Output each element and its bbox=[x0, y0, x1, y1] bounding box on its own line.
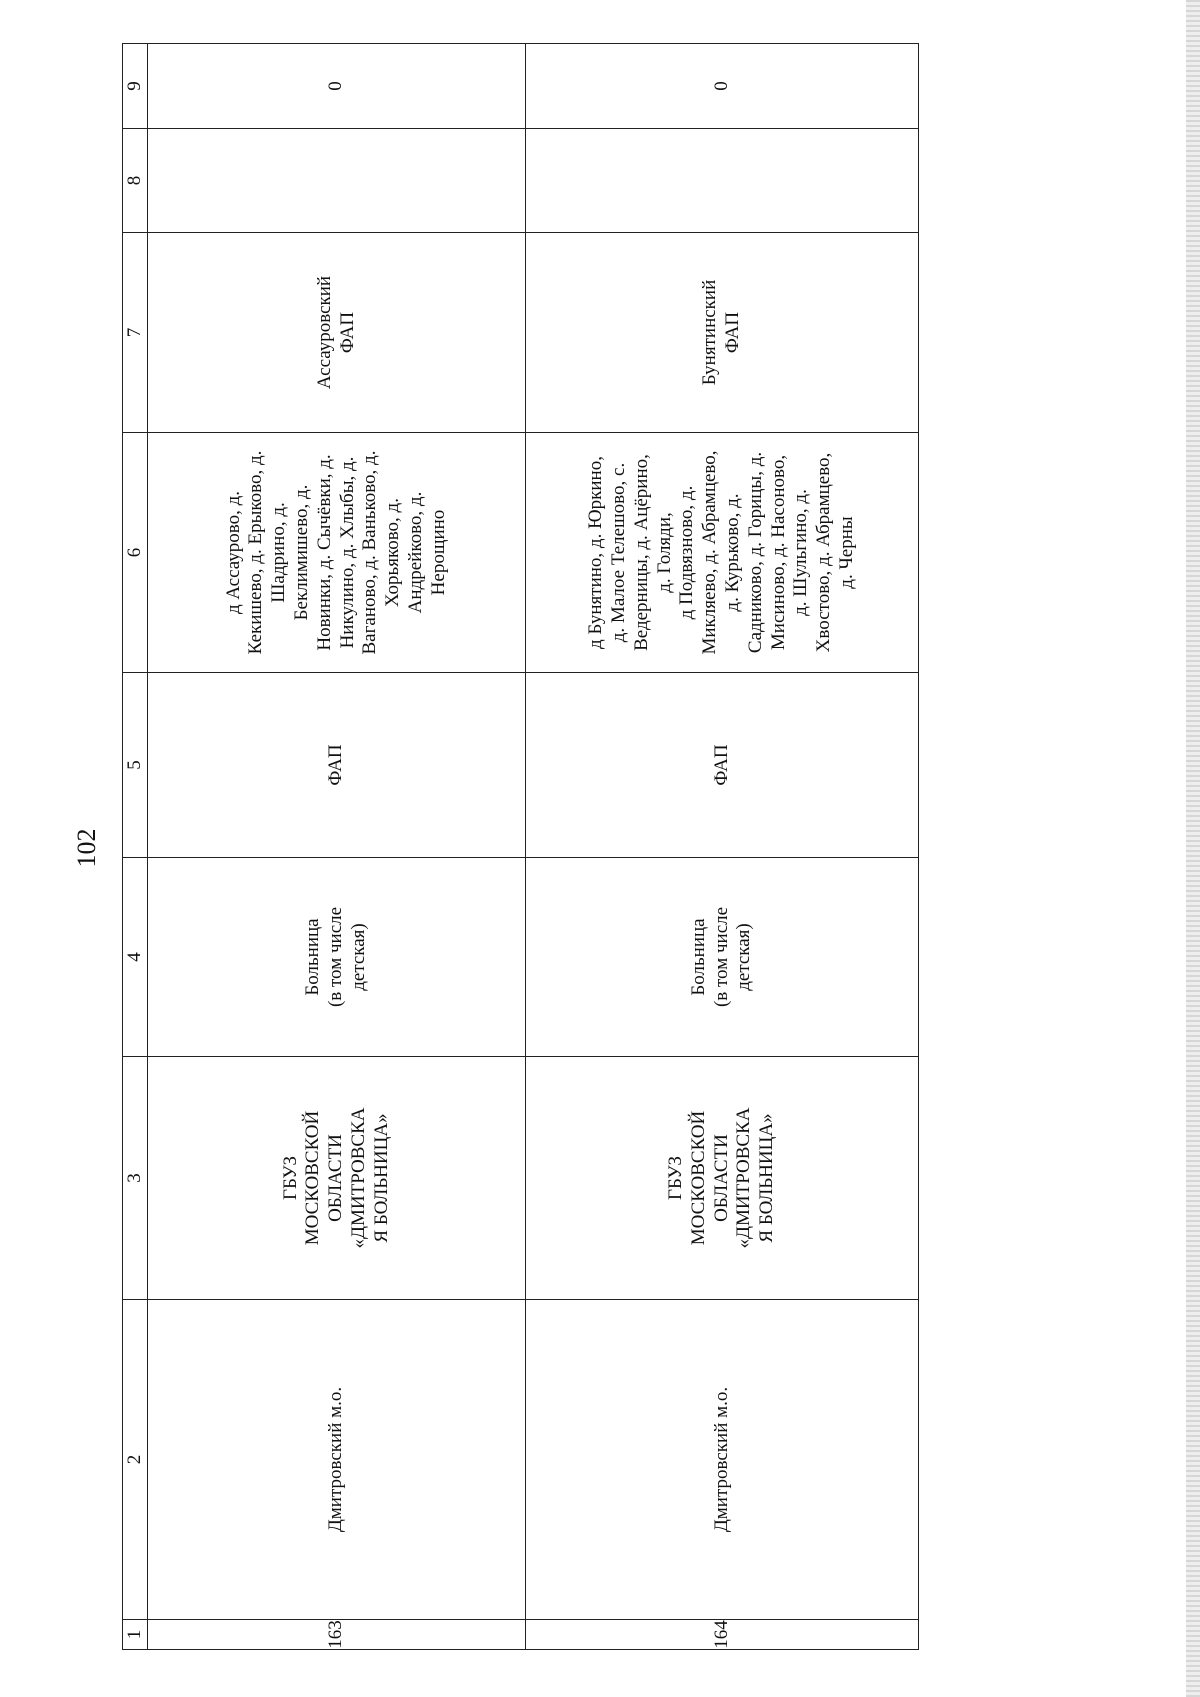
addresses-cell bbox=[526, 433, 919, 673]
address-line: Микляево, д. Абрамцево, bbox=[699, 450, 721, 655]
subtype-cell: ФАП bbox=[526, 673, 919, 858]
address-line: Никулино, д. Хлыбы, д. bbox=[336, 456, 358, 649]
address-line: Нерощино bbox=[427, 509, 449, 596]
header-cell-3: 3 bbox=[123, 1057, 148, 1300]
org-line: «ДМИТРОВСКА bbox=[347, 1107, 369, 1249]
org-line: ОБЛАСТИ bbox=[325, 1134, 347, 1222]
address-line: д Бунятино, д. Юркино, bbox=[585, 456, 607, 649]
facility-type-cell bbox=[148, 858, 526, 1057]
header-cell-2: 2 bbox=[123, 1300, 148, 1620]
facility-line: Ассауровский bbox=[313, 275, 335, 390]
facilities-table bbox=[122, 43, 919, 1650]
facility-name-cell bbox=[526, 233, 919, 433]
organization-cell bbox=[148, 1057, 526, 1300]
table-row bbox=[148, 44, 526, 1650]
address-line: д Ассаурово, д. bbox=[222, 491, 244, 614]
col8-cell bbox=[526, 129, 919, 233]
address-line: д Подвязново, д. bbox=[676, 485, 698, 620]
page-number: 102 bbox=[72, 828, 101, 868]
address-line: Кекишево, д. Ерыково, д. bbox=[245, 450, 267, 655]
header-cell-8: 8 bbox=[123, 129, 148, 233]
type-line: детская) bbox=[733, 923, 755, 991]
header-cell-7: 7 bbox=[123, 233, 148, 433]
type-line: (в том числе bbox=[325, 906, 347, 1008]
row-number: 164 bbox=[526, 1620, 919, 1650]
address-line: Мисиново, д. Насоново, bbox=[767, 454, 789, 651]
address-line: Хорьяково, д. bbox=[382, 498, 404, 607]
type-line: детская) bbox=[347, 923, 369, 991]
address-line: Хвостово, д. Абрамцево, bbox=[813, 452, 835, 653]
organization-cell bbox=[526, 1057, 919, 1300]
facility-name-cell bbox=[148, 233, 526, 433]
header-cell-1: 1 bbox=[123, 1620, 148, 1650]
row-number: 163 bbox=[148, 1620, 526, 1650]
address-line: Беклимишево, д. bbox=[290, 484, 312, 621]
col9-cell: 0 bbox=[526, 44, 919, 129]
header-cell-5: 5 bbox=[123, 673, 148, 858]
district-cell: Дмитровский м.о. bbox=[526, 1300, 919, 1620]
address-line: Ваганово, д. Ваньково, д. bbox=[359, 450, 381, 655]
addresses-cell bbox=[148, 433, 526, 673]
facility-line: ФАП bbox=[336, 311, 358, 354]
district-cell: Дмитровский м.о. bbox=[148, 1300, 526, 1620]
org-line: ГБУЗ bbox=[279, 1156, 301, 1200]
table-row bbox=[526, 44, 919, 1650]
col9-cell: 0 bbox=[148, 44, 526, 129]
org-line: ГБУЗ bbox=[665, 1156, 686, 1200]
org-line: Я БОЛЬНИЦА» bbox=[756, 1113, 778, 1243]
type-line: Больница bbox=[687, 918, 709, 996]
header-cell-9: 9 bbox=[123, 44, 148, 129]
org-line: МОСКОВСКОЙ bbox=[302, 1110, 324, 1246]
address-line: д. Черны bbox=[835, 516, 857, 589]
org-line: Я БОЛЬНИЦА» bbox=[370, 1113, 392, 1243]
address-line: Новинки, д. Сычёвки, д. bbox=[313, 454, 335, 651]
address-line: д. Шульгино, д. bbox=[790, 489, 812, 616]
address-line: Шадрино, д. bbox=[268, 502, 290, 603]
header-cell-6: 6 bbox=[123, 433, 148, 673]
address-line: Садниково, д. Горицы, д. bbox=[744, 451, 766, 654]
address-line: д. Курьково, д. bbox=[722, 493, 743, 612]
address-line: д. Голяди, bbox=[653, 512, 675, 593]
facility-line: Бунятинский bbox=[699, 279, 721, 386]
address-line: д. Малое Телешово, с. bbox=[608, 462, 630, 643]
type-line: Больница bbox=[302, 918, 324, 996]
org-line: ОБЛАСТИ bbox=[710, 1134, 732, 1222]
col8-cell bbox=[148, 129, 526, 233]
table-container bbox=[122, 44, 917, 1650]
address-line: Ведерницы, д. Ацёрино, bbox=[630, 454, 652, 651]
facility-line: ФАП bbox=[722, 311, 743, 354]
subtype-cell: ФАП bbox=[148, 673, 526, 858]
facility-type-cell bbox=[526, 858, 919, 1057]
scan-edge bbox=[1186, 0, 1200, 1697]
org-line: «ДМИТРОВСКА bbox=[733, 1107, 755, 1249]
type-line: (в том числе bbox=[710, 906, 732, 1008]
org-line: МОСКОВСКОЙ bbox=[687, 1110, 709, 1246]
header-cell-4: 4 bbox=[123, 858, 148, 1057]
address-line: Андрейково, д. bbox=[404, 491, 426, 614]
header-row bbox=[123, 44, 148, 1650]
